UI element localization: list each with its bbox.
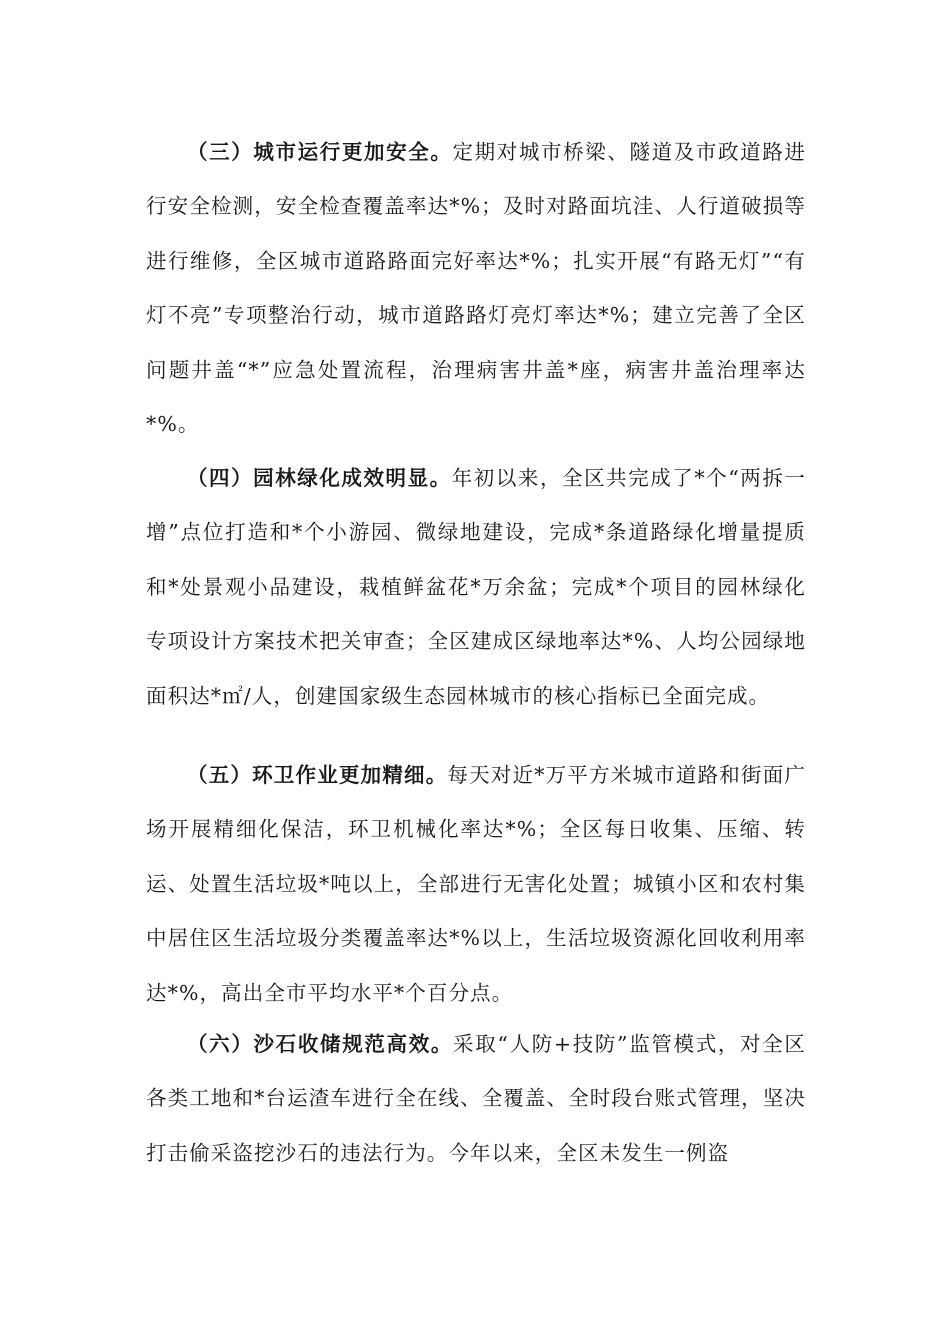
paragraph-heading: （六）沙石收储规范高效。 (187, 1032, 454, 1056)
paragraph-heading: （四）园林绿化成效明显。 (187, 466, 452, 490)
paragraph-landscaping-greening (146, 451, 806, 723)
paragraph-sanitation-work (146, 748, 806, 1020)
paragraph-heading: （三）城市运行更加安全。 (187, 140, 453, 164)
paragraph-body: 每天对近*万平方米城市道路和街面广场开展精细化保洁，环卫机械化率达*%；全区每日收集、压缩、转运、处置生活垃圾*吨以上，全部进行无害化处置；城镇小区和农村集中居住区生活垃圾分类覆盖率达*%以上，生活垃圾资源化回收利用率达*%，高出全市平均水平*个百分点。 (146, 763, 806, 1005)
paragraph-body: 年初以来，全区共完成了*个“两拆一增”点位打造和*个小游园、微绿地建设，完成*条道路绿化增量提质和*处景观小品建设，栽植鲜盆花*万余盆；完成*个项目的园林绿化专项设计方案技术把关审查；全区建成区绿地率达*%、人均公园绿地面积达*㎡/人，创建国家级生态园林城市的核心指标已全面完成。 (146, 466, 806, 708)
paragraph-heading: （五）环卫作业更加精细。 (187, 763, 448, 787)
paragraph-sand-gravel-storage (146, 1017, 806, 1180)
paragraph-city-operation-safety (146, 125, 806, 451)
paragraph-body: 定期对城市桥梁、隧道及市政道路进行安全检测，安全检查覆盖率达*%；及时对路面坑洼、人行道破损等进行维修，全区城市道路路面完好率达*%；扎实开展“有路无灯”“有灯不亮”专项整治行动，城市道路路灯亮灯率达*%；建立完善了全区问题井盖“*”应急处置流程，治理病害井盖*座，病害井盖治理率达*%。 (146, 140, 806, 437)
paragraph-body: 采取“人防+技防”监管模式，对全区各类工地和*台运渣车进行全在线、全覆盖、全时段台账式管理，坚决打击偷采盗挖沙石的违法行为。今年以来，全区未发生一例盗 (146, 1032, 806, 1165)
